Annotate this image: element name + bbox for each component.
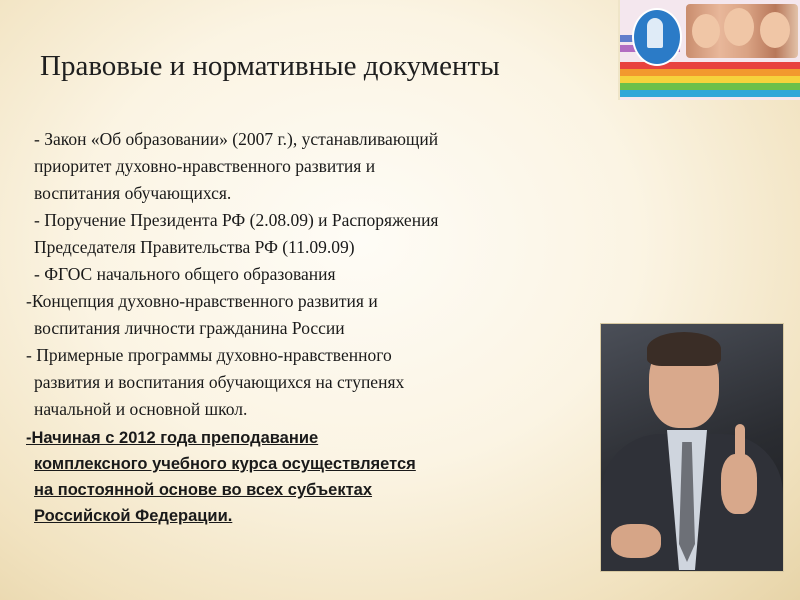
tree-icon	[647, 18, 663, 48]
list-line: - Закон «Об образовании» (2007 г.), устанавливающий	[34, 129, 439, 149]
highlight-line: -Начиная с 2012 года преподавание	[26, 429, 319, 447]
list-line: -Концепция духовно-нравственного развития и	[26, 291, 378, 311]
list-line: начальной и основной школ.	[34, 399, 248, 419]
education-banner-image	[618, 0, 800, 100]
banner-stripe	[620, 90, 800, 97]
banner-stripe	[620, 76, 800, 83]
list-line: воспитания обучающихся.	[34, 183, 232, 203]
banner-stripe	[620, 69, 800, 76]
list-item	[26, 126, 586, 207]
highlight-line: комплексного учебного курса осуществляется	[34, 455, 416, 473]
list-line: воспитания личности гражданина России	[34, 318, 345, 338]
highlight-line: Российской Федерации.	[34, 507, 233, 525]
list-line: - Поручение Президента РФ (2.08.09) и Распоряжения	[34, 210, 439, 230]
list-item	[26, 288, 586, 342]
list-item	[26, 207, 586, 261]
list-line: - Примерные программы духовно-нравственного	[26, 345, 392, 365]
official-portrait-photo	[600, 323, 784, 572]
list-item	[26, 342, 586, 423]
children-photo	[686, 4, 798, 58]
document-list	[26, 126, 586, 529]
banner-stripe	[620, 83, 800, 90]
list-line: приоритет духовно-нравственного развития и	[34, 156, 376, 176]
list-line: - ФГОС начального общего образования	[34, 264, 336, 284]
list-item	[26, 261, 586, 288]
highlight-statement	[26, 425, 586, 529]
slide-title: Правовые и нормативные документы	[40, 50, 500, 82]
highlight-line: на постоянной основе во всех субъектах	[34, 481, 373, 499]
list-line: развития и воспитания обучающихся на ступенях	[34, 372, 405, 392]
list-line: Председателя Правительства РФ (11.09.09)	[34, 237, 355, 257]
